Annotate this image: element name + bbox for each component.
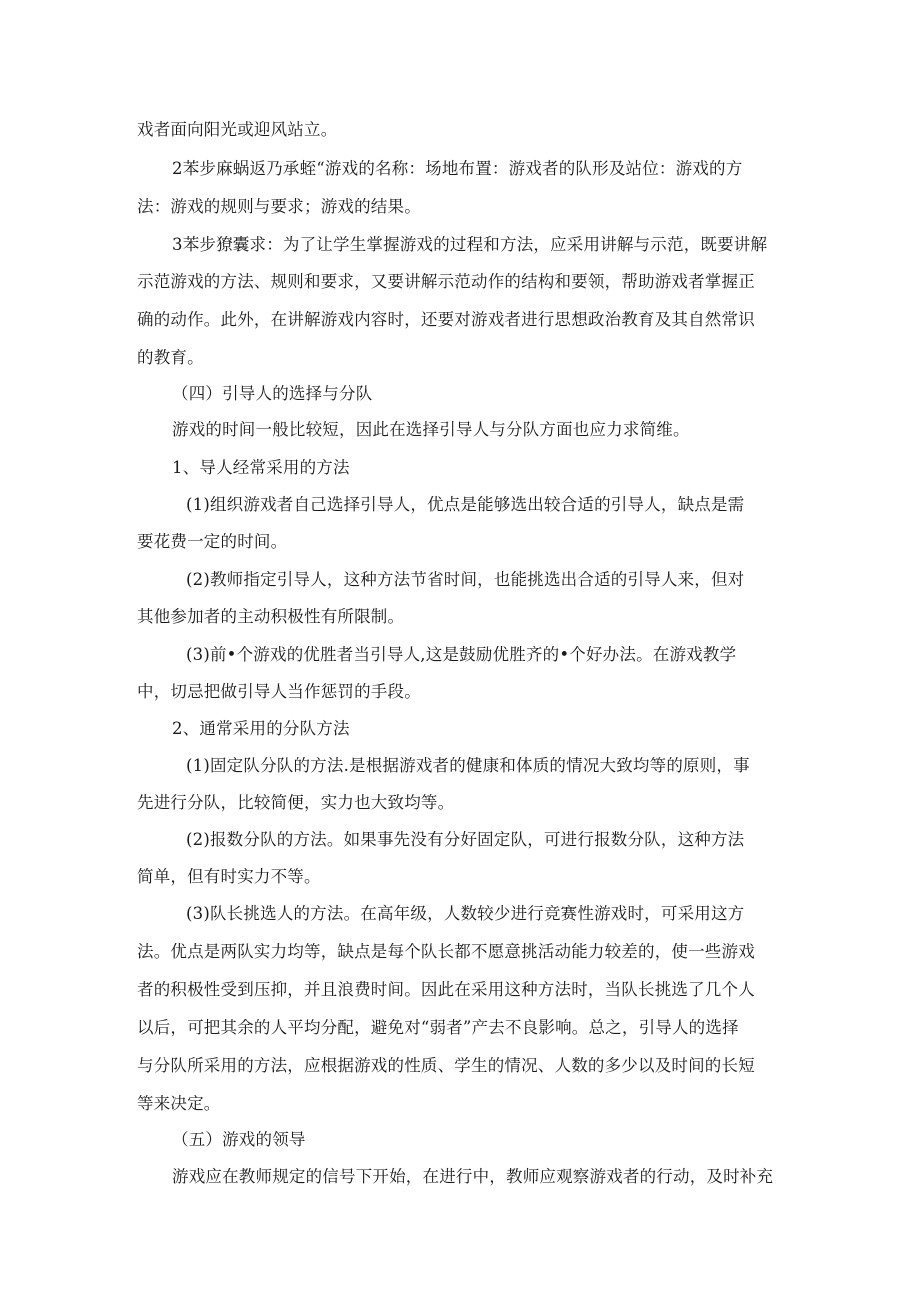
text-line: 确的动作。此外，在讲解游戏内容时，还要对游戏者进行思想政治教育及其自然常识: [137, 310, 755, 329]
text-line: 法。优点是两队实力均等，缺点是每个队长都不愿意挑活动能力较差的，使一些游戏: [137, 942, 755, 961]
text-line: (2)教师指定引导人，这种方法节省时间，也能挑选出合适的引导人来，但对: [186, 570, 745, 589]
text-line: 与分队所采用的方法，应根据游戏的性质、学生的情况、人数的多少以及时间的长短: [137, 1056, 755, 1075]
text-line: 等来决定。: [137, 1094, 221, 1113]
text-line: 中，切忌把做引导人当作惩罚的手段。: [137, 682, 421, 701]
text-line: (1)固定队分队的方法.是根据游戏者的健康和体质的情况大致均等的原则，事: [186, 756, 750, 775]
text-line: (3)前•个游戏的优胜者当引导人,这是鼓励优胜齐的•个好办法。在游戏教学: [186, 645, 737, 664]
text-line: 法：游戏的规则与要求；游戏的结果。: [137, 197, 421, 216]
text-line: 要花费一定的时间。: [137, 532, 288, 551]
section-heading: （四）引导人的选择与分队: [172, 384, 373, 403]
section-heading: （五）游戏的领导: [172, 1130, 306, 1149]
text-line: 示范游戏的方法、规则和要求，又要讲解示范动作的结构和要领，帮助游戏者掌握正: [137, 272, 755, 291]
text-line: 简单，但有时实力不等。: [137, 867, 321, 886]
text-line: 3苯步獠囊求：为了让学生掌握游戏的过程和方法，应采用讲解与示范，既要讲解: [172, 235, 768, 254]
text-line: 游戏应在教师规定的信号下开始，在进行中，教师应观察游戏者的行动，及时补充: [172, 1167, 774, 1186]
text-line: (2)报数分队的方法。如果事先没有分好固定队，可进行报数分队，这种方法: [186, 830, 745, 849]
text-line: 戏者面向阳光或迎风站立。: [137, 120, 338, 139]
text-line: 者的积极性受到压抑，并且浪费时间。因此在采用这种方法时，当队长挑选了几个人: [137, 980, 755, 999]
text-line: 以后，可把其余的人平均分配，避免对“弱者”产去不良影响。总之，引导人的选择: [137, 1018, 739, 1037]
subheading: 1、导人经常采用的方法: [172, 458, 350, 477]
text-line: (1)组织游戏者自己选择引导人，优点是能够选出较合适的引导人，缺点是需: [186, 495, 745, 514]
text-line: 2苯步麻蜗返乃承蛭“游戏的名称：场地布置：游戏者的队形及站位：游戏的方: [172, 159, 743, 178]
subheading: 2、通常采用的分队方法: [172, 719, 350, 738]
text-line: 的教育。: [137, 348, 204, 367]
text-line: 游戏的时间一般比较短，因此在选择引导人与分队方面也应力求简维。: [172, 420, 690, 439]
text-line: 其他参加者的主动积极性有所限制。: [137, 607, 405, 626]
text-line: 先进行分队，比较简便，实力也大致均等。: [137, 793, 455, 812]
text-line: (3)队长挑选人的方法。在高年级，人数较少进行竞赛性游戏时，可采用这方: [186, 904, 745, 923]
